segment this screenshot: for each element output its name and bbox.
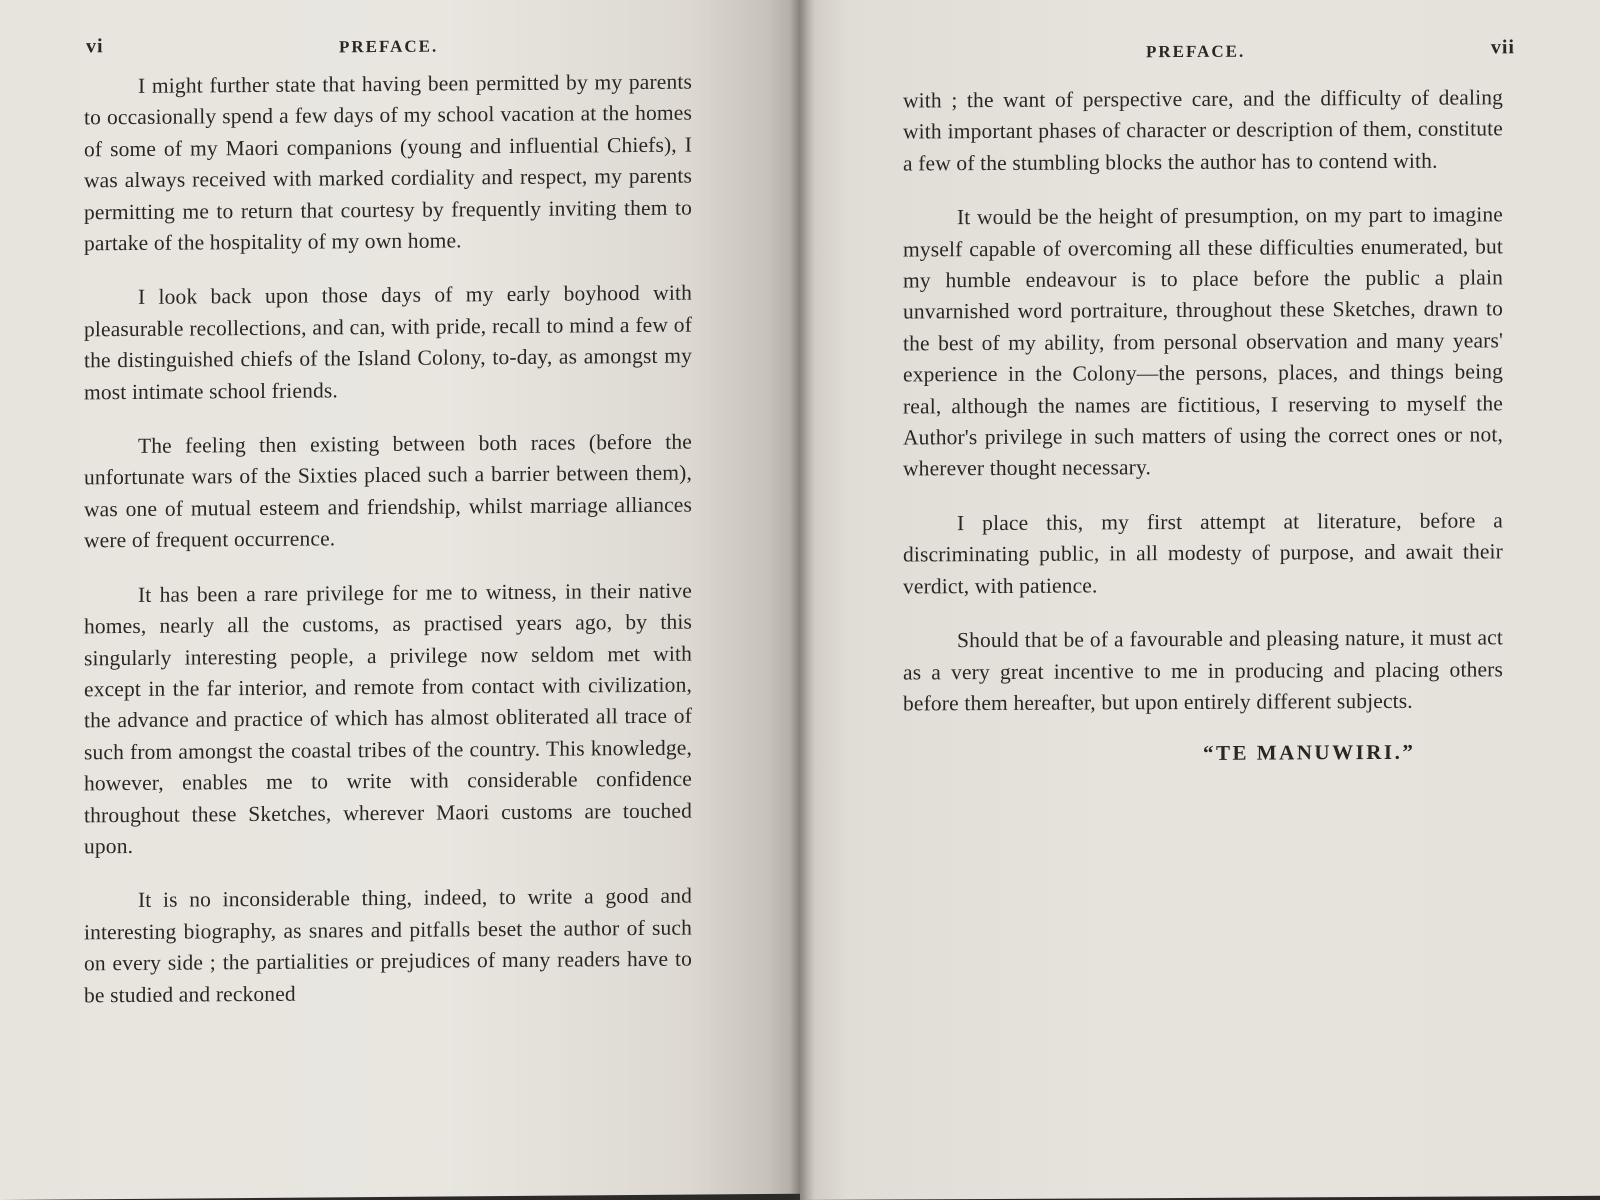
right-paragraph-1: It would be the height of presumption, on my part to imagine myself capable of overcoming all these difficulties enumerated, but my humble endeavour is to place before the public a plain unvarnished word portraiture, throughout these Sketches, drawn to the best of my ability, from personal observation and many years' experience in the Colony—the persons, places, and things being real, although the names are fictitious, I reserving to myself the Author's privilege in such matters of using the correct ones or not, wherever thought necessary.: [903, 202, 1503, 481]
left-paragraph-1: I might further state that having been permitted by my parents to occasionally spend a few days of my school vacation at the homes of some of my Maori companions (young and influential Chiefs), I was always received with marked cordiality and respect, my parents permitting me to return that courtesy by frequently inviting them to partake of the hospitality of my own home.: [84, 69, 692, 256]
right-page-number: vii: [1490, 36, 1515, 59]
left-paragraph-2: I look back upon those days of my early boyhood with pleasurable recollections, and can, with pride, recall to mind a few of the distinguished chiefs of the Island Colony, to-day, as amongst my most intimate school friends.: [84, 281, 692, 404]
right-running-title: PREFACE.: [1146, 41, 1246, 62]
left-paragraph-3: The feeling then existing between both races (before the unfortunate wars of the Sixties placed such a barrier between them), was one of mutual esteem and friendship, whilst marriage alliances were of frequent occurrence.: [84, 429, 692, 553]
right-continuation-paragraph: with ; the want of perspective care, and the difficulty of dealing with important phases of character or description of them, constitute a few of the stumbling blocks the author has to contend with.: [903, 85, 1503, 176]
right-paragraph-2: I place this, my first attempt at literature, before a discriminating public, in all modesty of purpose, and await their verdict, with patience.: [903, 508, 1503, 599]
left-page-number: vi: [86, 35, 104, 58]
right-running-head: [903, 30, 1513, 73]
left-text-block: [84, 67, 692, 1012]
left-paragraph-4: It has been a rare privilege for me to witness, in their native homes, nearly all the customs, as practised years ago, by this singularly interesting people, a privilege now seldom met with except in the far interior, and remote from contact with civilization, the advance and practice of which has almost obliterated all trace of such from amongst the coastal tribes of the country. This knowledge, however, enables me to write with considerable confidence throughout these Sketches, wherever Maori customs are touched upon.: [84, 578, 692, 859]
right-page: [800, 0, 1600, 1200]
left-running-head: [84, 25, 694, 70]
left-paragraph-5: It is no inconsiderable thing, indeed, to write a good and interesting biography, as snares and pitfalls beset the author of such on every side ; the partialities or prejudices of many readers have to be studied and reckoned: [84, 883, 692, 1007]
right-text-block: [903, 82, 1503, 767]
author-signature: “TE MANUWIRI.”: [1203, 740, 1416, 766]
right-paragraph-3: Should that be of a favourable and pleasing nature, it must act as a very great incentive to me in producing and placing others before them hereafter, but upon entirely different subjects.: [903, 625, 1503, 716]
left-running-title: PREFACE.: [339, 36, 439, 57]
